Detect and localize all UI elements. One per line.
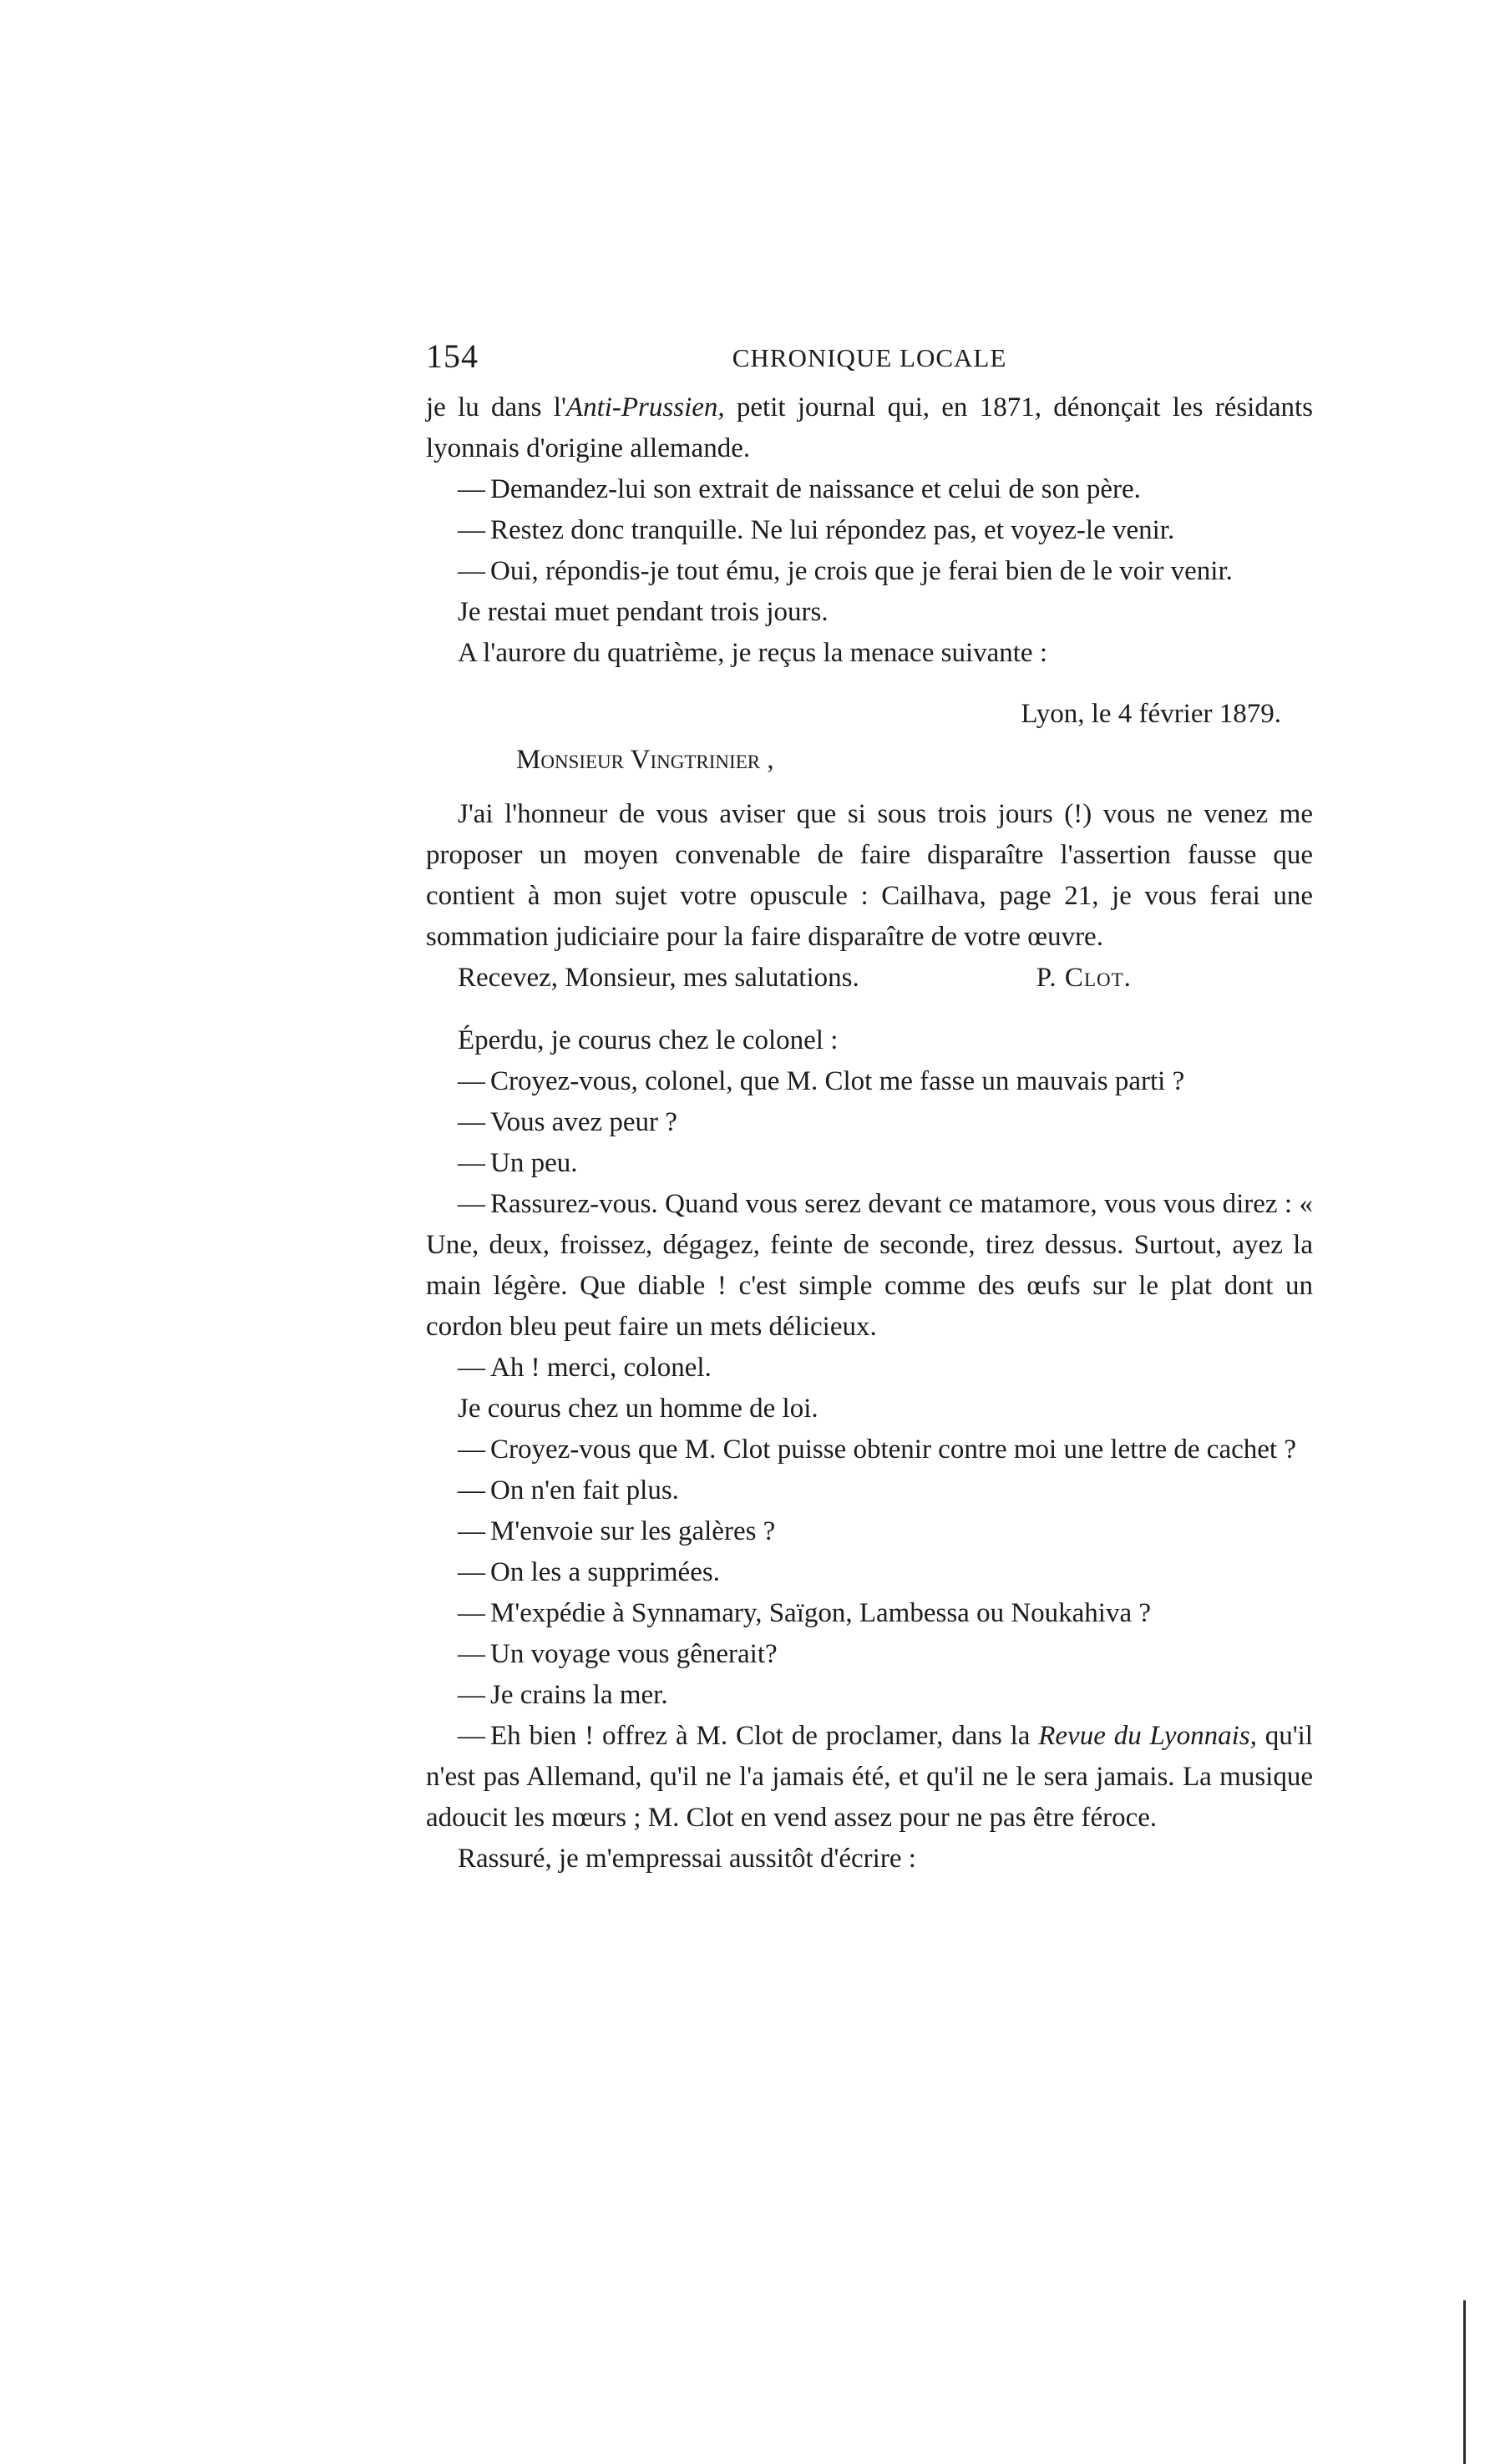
binding-edge-mark: [1463, 2300, 1466, 2464]
letter-date: Lyon, le 4 février 1879.: [1021, 699, 1281, 729]
paragraph: Je courus chez un homme de loi.: [458, 1394, 818, 1424]
dialogue-line: — Ah ! merci, colonel.: [458, 1353, 712, 1383]
text-block: [426, 336, 1313, 1880]
letter-signature: P. Clot.: [1036, 963, 1132, 993]
letter-salutation: Monsieur Vingtrinier ,: [516, 745, 774, 775]
journal-title: Anti-Prussien,: [565, 392, 725, 422]
dialogue-line: — Je crains la mer.: [458, 1680, 668, 1710]
letter-signoff: [426, 958, 1313, 999]
dialogue-line: — Demandez-lui son extrait de naissance et celui de son père.: [458, 474, 1141, 504]
running-title: CHRONIQUE LOCALE: [732, 343, 1007, 372]
dialogue-line: — Rassurez-vous. Quand vous serez devant ce matamore, vous vous direz : « Une, deux, froissez, dégagez, feinte de seconde, tirez dessus. Surtout, ayez la main légère. Que diable ! c'est simple comme des œufs sur le plat dont un cordon bleu peut faire un mets délicieux.: [426, 1189, 1313, 1342]
letter-closing: Recevez, Monsieur, mes salutations.: [458, 963, 859, 993]
dialogue-line: — Oui, répondis-je tout ému, je crois que je ferai bien de le voir venir.: [458, 556, 1233, 586]
dialogue-line: — On n'en fait plus.: [458, 1475, 679, 1505]
paragraph-continuation: je lu dans l'Anti-Prussien, petit journal qui, en 1871, dénonçait les résidants lyonnais d'origine allemande.: [426, 392, 1313, 463]
dialogue-line: — Croyez-vous que M. Clot puisse obtenir contre moi une lettre de cachet ?: [458, 1434, 1296, 1465]
paragraph: A l'aurore du quatrième, je reçus la menace suivante :: [458, 638, 1047, 668]
journal-title: Revue du Lyonnais,: [1038, 1721, 1257, 1751]
dialogue-line: — Un peu.: [458, 1148, 578, 1178]
dialogue-line: — Eh bien ! offrez à M. Clot de proclamer, dans la Revue du Lyonnais, qu'il n'est pas Allemand, qu'il ne l'a jamais été, et qu'il ne le sera jamais. La musique adoucit les mœurs ; M. Clot en vend assez pour ne pas être féroce.: [426, 1721, 1313, 1833]
dialogue-line: — Un voyage vous gênerait?: [458, 1639, 778, 1669]
dialogue-line: — On les a supprimées.: [458, 1557, 720, 1587]
dialogue-line: — Vous avez peur ?: [458, 1107, 677, 1137]
dialogue-line: — Restez donc tranquille. Ne lui répondez pas, et voyez-le venir.: [458, 515, 1175, 545]
paragraph: Rassuré, je m'empressai aussitôt d'écrire :: [458, 1844, 916, 1874]
paragraph: Je restai muet pendant trois jours.: [458, 597, 829, 627]
dialogue-line: — Croyez-vous, colonel, que M. Clot me fasse un mauvais parti ?: [458, 1066, 1185, 1096]
dialogue-line: — M'expédie à Synnamary, Saïgon, Lambessa ou Noukahiva ?: [458, 1598, 1152, 1628]
running-head: [426, 336, 1313, 387]
paragraph: Éperdu, je courus chez le colonel :: [458, 1025, 839, 1055]
page-number: 154: [426, 337, 479, 375]
dialogue-line: — M'envoie sur les galères ?: [458, 1516, 776, 1546]
letter-body: J'ai l'honneur de vous aviser que si sous trois jours (!) vous ne venez me proposer un moyen convenable de faire disparaître l'assertion fausse que contient à mon sujet votre opuscule : Cailhava, page 21, je vous ferai une sommation judiciaire pour la faire disparaître de votre œuvre.: [426, 799, 1313, 952]
